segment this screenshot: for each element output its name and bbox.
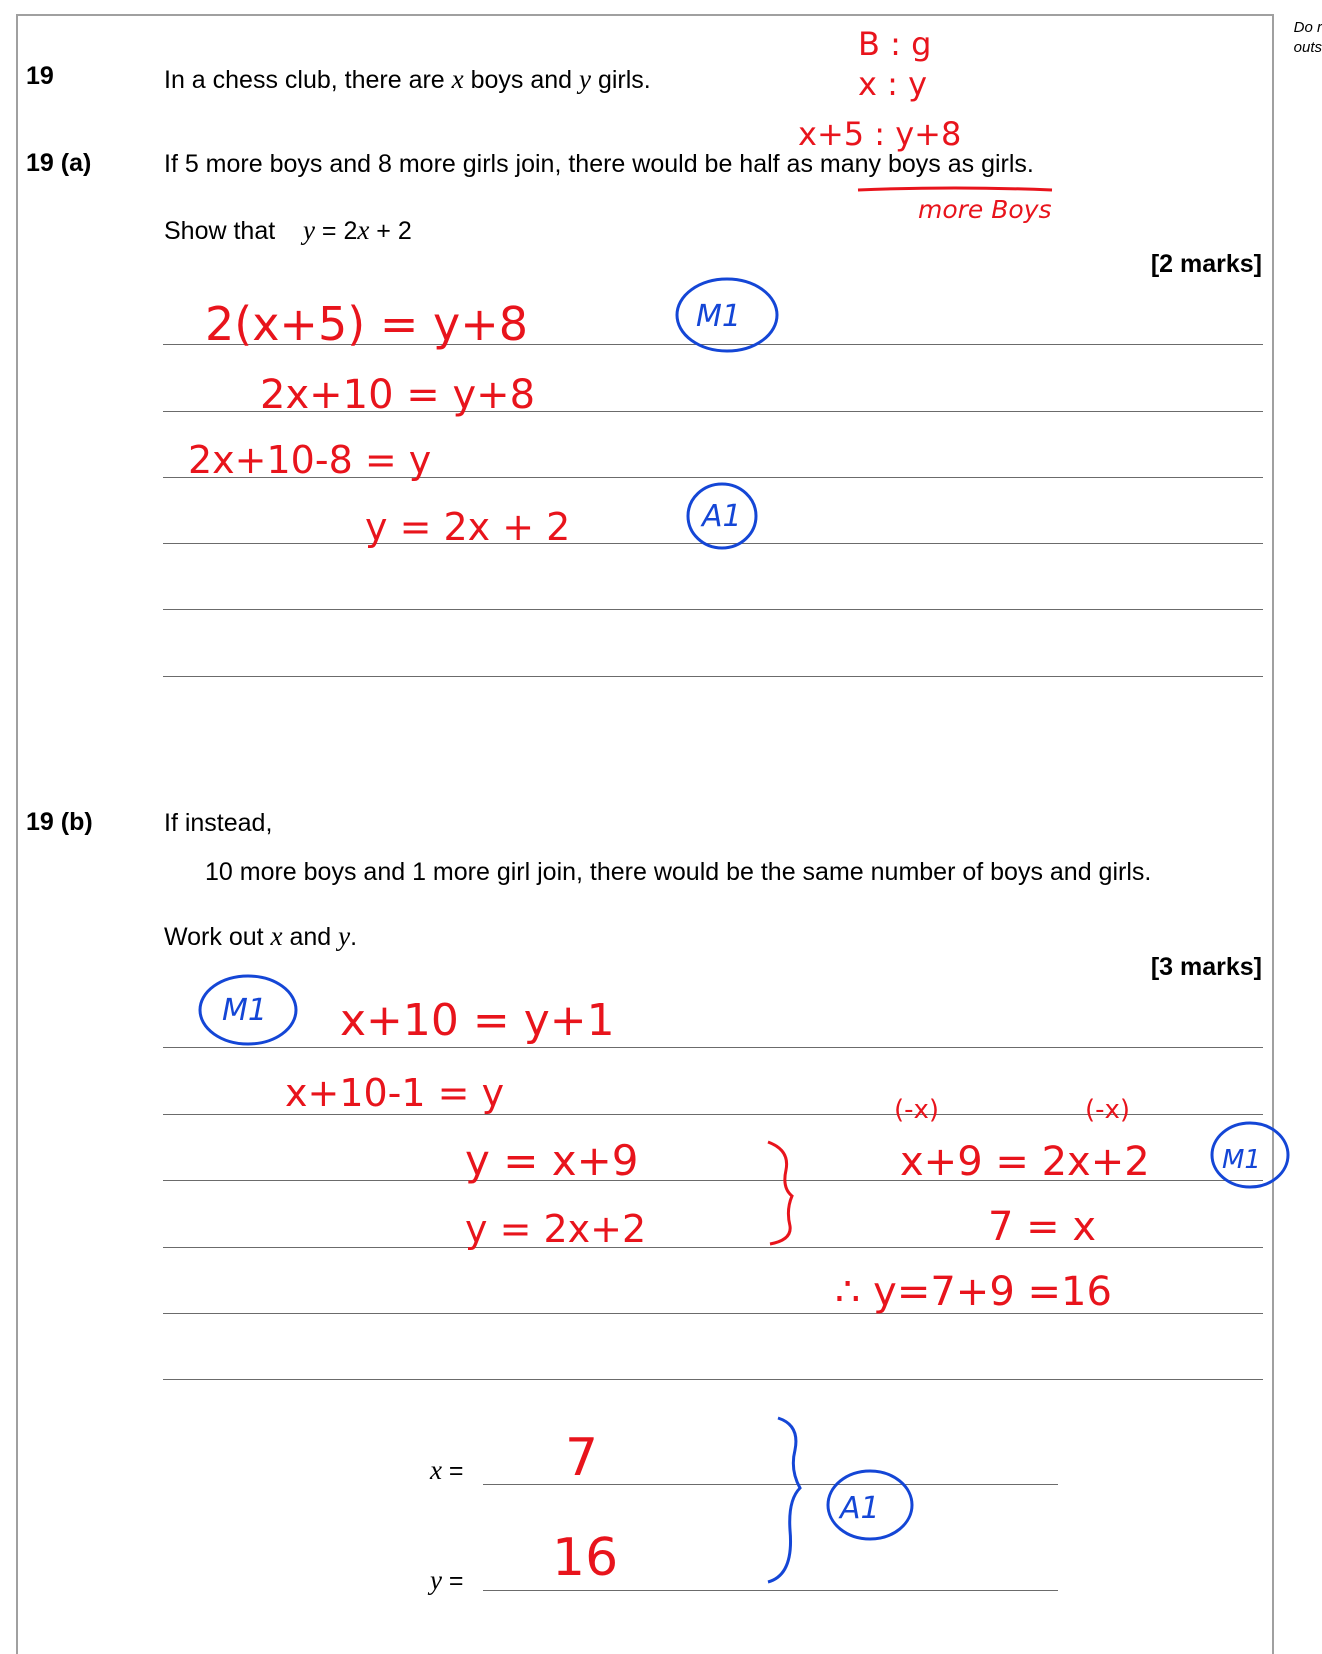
work-b-sub-2: 7 = x [988, 1204, 1097, 1250]
answer-y-var: y [430, 1565, 442, 1595]
mark-a1-19a: A1 [702, 499, 742, 534]
ratio-line-3: x+5 : y+8 [798, 115, 962, 153]
marks-19a: [2 marks] [1150, 250, 1262, 278]
work-pre: Work out [164, 923, 271, 951]
stem-mid: boys and [463, 66, 580, 94]
question-19a-text: If 5 more boys and 8 more girls join, there would be half as many boys as girls. [164, 150, 1034, 178]
work-a-line-1: 2(x+5) = y+8 [205, 297, 529, 351]
work-post: . [350, 923, 358, 951]
answer-line [163, 1379, 1263, 1380]
answer-line [163, 344, 1263, 345]
var-x: x [270, 921, 283, 951]
answer-line [163, 1180, 1263, 1181]
margin-note [1270, 18, 1322, 58]
answer-y-line [483, 1590, 1058, 1591]
question-19-stem [164, 64, 651, 95]
var-y: y [579, 64, 591, 94]
answer-line [163, 676, 1263, 677]
margin-note-line-2: outs [1293, 39, 1322, 56]
work-a-line-2: 2x+10 = y+8 [260, 372, 536, 418]
answer-line [163, 1114, 1263, 1115]
work-b-line-3: y = x+9 [465, 1136, 639, 1185]
answer-line [163, 1313, 1263, 1314]
answer-line [163, 477, 1263, 478]
equation-x: x [357, 215, 370, 245]
question-19b-line-2: 10 more boys and 1 more girl join, there would be the same number of boys and girls. [205, 858, 1152, 886]
note-more-boys: more Boys [918, 195, 1052, 224]
work-a-line-3: 2x+10-8 = y [188, 438, 432, 482]
answer-x-line [483, 1484, 1058, 1485]
answer-line [163, 609, 1263, 610]
answer-line [163, 411, 1263, 412]
equals: = [441, 1567, 464, 1595]
work-b-line-2: x+10-1 = y [285, 1071, 505, 1115]
stem-post: girls. [591, 66, 651, 94]
var-y: y [338, 921, 351, 951]
answer-line [163, 1247, 1263, 1248]
minus-x-note-2: (-x) [1085, 1095, 1131, 1125]
question-19b-work-out [164, 921, 357, 952]
mark-m1-19a: M1 [696, 299, 741, 334]
question-number-19a: 19 (a) [26, 149, 92, 177]
answer-line [163, 1047, 1263, 1048]
question-19a-show-that [164, 215, 412, 246]
equals: = [441, 1457, 464, 1485]
mark-m1-19b-first: M1 [222, 993, 267, 1028]
work-b-sub-3: ∴ y=7+9 =16 [835, 1269, 1112, 1315]
margin-note-line-1: Do r [1293, 19, 1322, 36]
work-b-line-1: x+10 = y+1 [340, 995, 615, 1046]
answer-x-value: 7 [565, 1428, 599, 1488]
answer-line [163, 543, 1263, 544]
work-mid: and [282, 923, 339, 951]
marks-19b: [3 marks] [1150, 953, 1262, 981]
minus-x-note-1: (-x) [894, 1095, 940, 1125]
question-number-19: 19 [26, 62, 54, 90]
answer-y-label [430, 1565, 464, 1596]
ratio-line-2: x : y [858, 65, 927, 103]
answer-x-var: x [430, 1455, 442, 1485]
show-that-label: Show that [164, 217, 276, 245]
ratio-line-1: B : g [858, 25, 932, 63]
mark-a1-19b: A1 [840, 1491, 880, 1526]
answer-x-label [430, 1455, 464, 1486]
work-a-line-4: y = 2x + 2 [365, 505, 571, 549]
answer-y-value: 16 [552, 1528, 619, 1588]
question-19b-line-1: If instead, [164, 809, 273, 837]
stem-pre: In a chess club, there are [164, 66, 452, 94]
mark-m1-19b-second: M1 [1222, 1145, 1261, 1175]
question-number-19b: 19 (b) [26, 808, 93, 836]
equation-end: + 2 [369, 217, 412, 245]
equation-y: y [302, 215, 315, 245]
var-x: x [451, 64, 464, 94]
work-b-line-4: y = 2x+2 [465, 1207, 647, 1251]
equation-rest: = 2 [314, 217, 358, 245]
work-b-sub-1: x+9 = 2x+2 [900, 1139, 1150, 1185]
